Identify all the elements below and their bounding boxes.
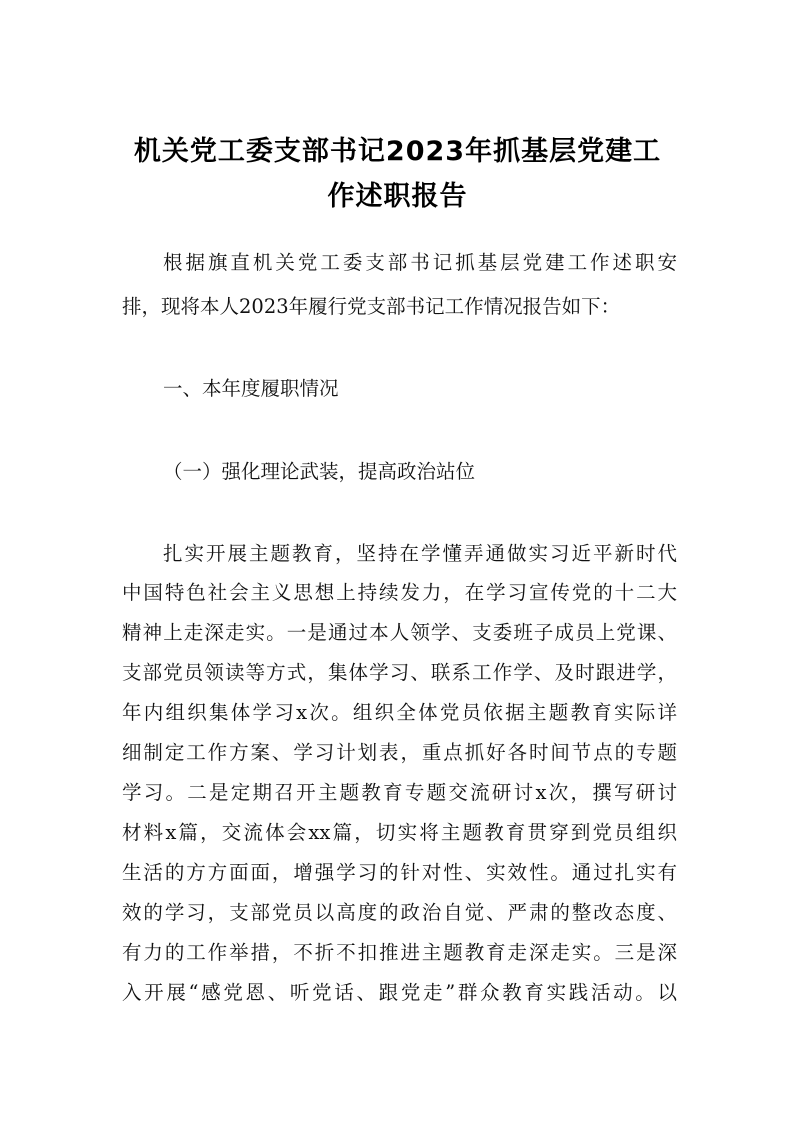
body-line: 有力的工作举措，不折不扣推进主题教育走深走实。三是深 [122, 941, 677, 964]
subsection-heading: （一）强化理论武装，提高政治站位 [163, 460, 476, 483]
body-line: 学习。二是定期召开主题教育专题交流研讨x次，撰写研讨 [122, 781, 677, 804]
body-line: 年内组织集体学习x次。组织全体党员依据主题教育实际详 [122, 701, 677, 724]
body-line: 精神上走深走实。一是通过本人领学、支委班子成员上党课、 [122, 621, 677, 644]
document-title-line-1: 机关党工委支部书记2023年抓基层党建工 [133, 136, 662, 167]
body-line: 细制定工作方案、学习计划表，重点抓好各时间节点的专题 [122, 741, 677, 764]
intro-line-2: 排，现将本人2023年履行党支部书记工作情况报告如下： [122, 295, 621, 318]
body-line: 中国特色社会主义思想上持续发力，在学习宣传党的十二大 [122, 581, 677, 604]
body-line: 效的学习，支部党员以高度的政治自觉、严肃的整改态度、 [122, 901, 677, 924]
body-line: 入开展“感党恩、听党话、跟党走”群众教育实践活动。以 [122, 981, 677, 1004]
body-line: 材料x篇，交流体会xx篇，切实将主题教育贯穿到党员组织 [122, 821, 677, 844]
intro-line-1: 根据旗直机关党工委支部书记抓基层党建工作述职安 [163, 251, 677, 274]
body-line: 支部党员领读等方式，集体学习、联系工作学、及时跟进学， [122, 661, 677, 684]
body-line: 生活的方方面面，增强学习的针对性、实效性。通过扎实有 [122, 861, 677, 884]
document-title-line-2: 作述职报告 [327, 181, 468, 212]
section-heading: 一、本年度履职情况 [163, 377, 339, 400]
body-line: 扎实开展主题教育，坚持在学懂弄通做实习近平新时代 [163, 542, 677, 565]
